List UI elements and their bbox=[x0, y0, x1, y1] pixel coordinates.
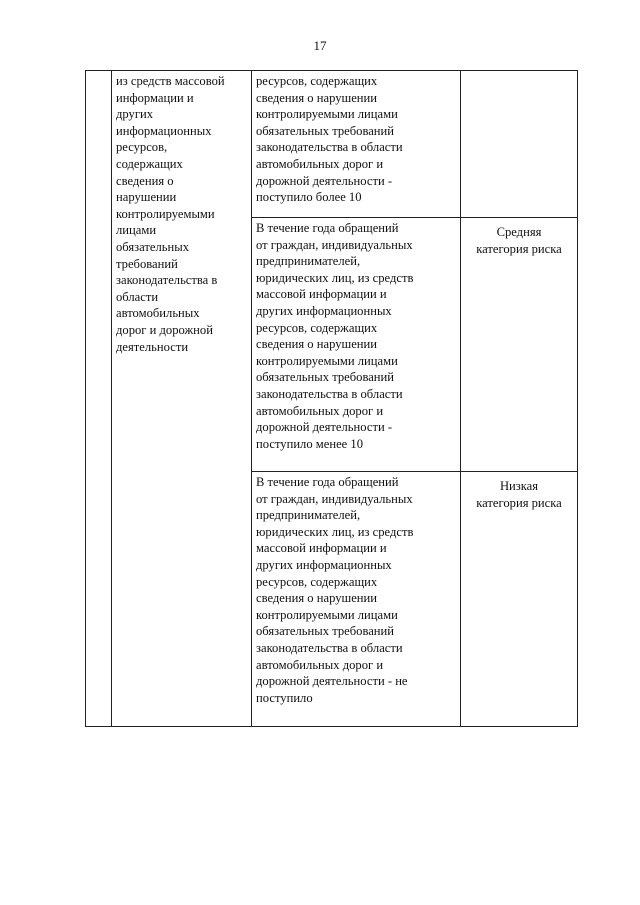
criterion-line: информационных bbox=[116, 123, 212, 138]
condition-line: предпринимателей, bbox=[256, 254, 361, 269]
criterion-line: из средств массовой bbox=[116, 74, 225, 88]
condition-line: от граждан, индивидуальных bbox=[256, 491, 413, 506]
condition-line: юридических лиц, из средств bbox=[256, 270, 414, 285]
condition-cell bbox=[252, 71, 461, 218]
criterion-cell bbox=[112, 71, 252, 727]
category-cell bbox=[461, 472, 578, 727]
condition-line: ресурсов, содержащих bbox=[256, 320, 378, 335]
criterion-line: требований bbox=[116, 256, 178, 271]
condition-line: дорожной деятельности - не bbox=[256, 674, 408, 689]
condition-line: дорожной деятельности - bbox=[256, 420, 393, 435]
risk-category-label: Средняя bbox=[496, 225, 542, 239]
criterion-line: информации и bbox=[116, 90, 194, 105]
criterion-line: лицами bbox=[116, 223, 157, 238]
condition-line: обязательных требований bbox=[256, 370, 395, 385]
criterion-line: обязательных bbox=[116, 239, 190, 254]
criterion-line: области bbox=[116, 289, 159, 304]
criterion-line: ресурсов, bbox=[116, 140, 168, 155]
criterion-line: автомобильных bbox=[116, 306, 200, 321]
condition-line: дорожной деятельности - bbox=[256, 173, 393, 188]
risk-criteria-table bbox=[85, 70, 578, 727]
condition-cell bbox=[252, 218, 461, 472]
risk-category-label: категория риска bbox=[476, 495, 562, 510]
condition-line: предпринимателей, bbox=[256, 508, 361, 523]
criterion-line: дорог и дорожной bbox=[116, 322, 213, 337]
condition-line: ресурсов, содержащих bbox=[256, 574, 378, 589]
condition-line: обязательных требований bbox=[256, 624, 395, 639]
condition-line: контролируемыми лицами bbox=[256, 107, 398, 122]
condition-line: других информационных bbox=[256, 303, 392, 318]
condition-line: от граждан, индивидуальных bbox=[256, 237, 413, 252]
condition-line: обязательных требований bbox=[256, 123, 395, 138]
condition-line: других информационных bbox=[256, 557, 392, 572]
page-number: 17 bbox=[313, 38, 327, 53]
number-cell bbox=[86, 71, 112, 727]
condition-line: автомобильных дорог и bbox=[256, 657, 384, 672]
condition-line: контролируемыми лицами bbox=[256, 353, 398, 368]
condition-line: автомобильных дорог и bbox=[256, 156, 384, 171]
condition-line: ресурсов, содержащих bbox=[256, 74, 378, 88]
criterion-line: других bbox=[116, 107, 154, 122]
condition-line: автомобильных дорог и bbox=[256, 403, 384, 418]
criterion-line: законодательства в bbox=[116, 273, 218, 288]
condition-line: законодательства в области bbox=[256, 386, 403, 401]
condition-line: сведения о нарушении bbox=[256, 337, 378, 352]
category-cell bbox=[461, 218, 578, 472]
condition-line: массовой информации и bbox=[256, 541, 387, 556]
table-row bbox=[86, 71, 578, 218]
condition-line: сведения о нарушении bbox=[256, 591, 378, 606]
risk-category-label: категория риска bbox=[476, 241, 562, 256]
risk-category-label: Низкая bbox=[499, 479, 539, 493]
criterion-line: деятельности bbox=[116, 339, 189, 354]
criterion-line: содержащих bbox=[116, 156, 183, 171]
condition-line: сведения о нарушении bbox=[256, 90, 378, 105]
condition-line: поступило менее 10 bbox=[256, 436, 364, 451]
condition-line: законодательства в области bbox=[256, 640, 403, 655]
condition-line: законодательства в области bbox=[256, 140, 403, 155]
condition-line: поступило более 10 bbox=[256, 190, 362, 205]
condition-line: юридических лиц, из средств bbox=[256, 524, 414, 539]
condition-cell bbox=[252, 472, 461, 727]
condition-line: массовой информации и bbox=[256, 287, 387, 302]
condition-line: контролируемыми лицами bbox=[256, 607, 398, 622]
criterion-line: нарушении bbox=[116, 190, 177, 205]
condition-line: В течение года обращений bbox=[256, 221, 399, 235]
criterion-line: контролируемыми bbox=[116, 206, 215, 221]
condition-line: В течение года обращений bbox=[256, 475, 399, 489]
category-cell bbox=[461, 71, 578, 218]
condition-line: поступило bbox=[256, 690, 313, 705]
criterion-line: сведения о bbox=[116, 173, 174, 188]
